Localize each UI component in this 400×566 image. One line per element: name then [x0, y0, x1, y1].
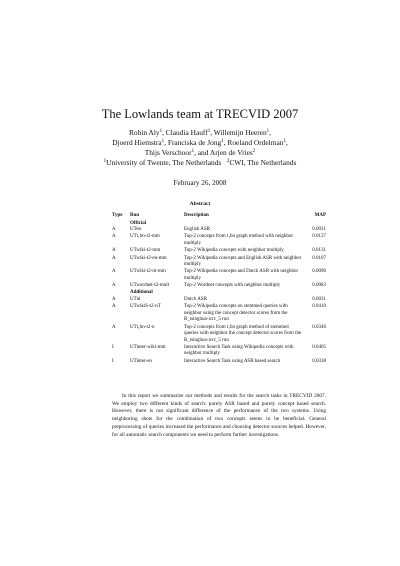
header-run: Run [130, 213, 140, 218]
header-description: Description [184, 213, 209, 218]
table-row: I UTinter-wiki-mm Interactive Search Task using Wikipedia concepts with neighbor multiply 0.0405 [112, 344, 326, 357]
header-map: MAP [314, 213, 326, 218]
paper-date: February 26, 2008 [173, 179, 227, 187]
author-line-1: Robin Aly$^1$, Claudia Hauff$^1$, Willemijn Heeren$^1$, [128, 128, 272, 137]
table-row: A UTt₁bn-t2-n Top-2 concepts from t₁bn graph method of stemmed queries with neighbor the concept detector scores from the B_tsinghua-icrc_5 run 0.0346 [112, 324, 326, 343]
table-row: A UTwiki-t2-en-mm Top-2 Wikipedia concepts and English ASR with neighbor multiply 0.0107 [112, 255, 326, 268]
table-row: A UTen English ASR 0.0031 [112, 227, 326, 233]
table-row: A UTnl Dutch ASR 0.0031 [112, 296, 326, 302]
table-row: I UTinter-en Interactive Search Task using ASR based search 0.0338 [112, 358, 326, 364]
author-line-2: Djoerd Hiemstra$^1$, Franciska de Jong$^1$, Roeland Ordelman$^1$, [112, 137, 288, 147]
abstract-heading: Abstract [189, 201, 211, 207]
table-row: A UTwikiS-t2-nT Top-2 Wikipedia concepts on stemmed queries with neighbor using the concept detector scores from the B_tsinghua-icrc_5 run 0.0410 [112, 304, 326, 323]
author-block [0, 128, 400, 168]
runs-table [112, 213, 326, 366]
author-line-3: Thijs Verschoor$^1$, and Arjen de Vries$^2$ [144, 147, 256, 157]
table-header-row [112, 213, 326, 221]
table-row: A UTt₁bn-t2-mm Top-2 concepts from t₁bn graph method with neighbor multiply 0.0137 [112, 234, 326, 246]
affiliation-line: $^1$University of Twente, The Netherlands $^2$CWI, The Netherlands [103, 157, 297, 167]
section-label: Official [130, 220, 147, 226]
table-row: A UTwordnet-t2-mult Top-2 Wordnet concepts with neighbor multiply 0.0083 [112, 283, 326, 289]
table-row: A UTwiki-t2-mm Top-2 Wikipedia concepts with neighbor multiply 0.0131 [112, 248, 326, 254]
table-row: A UTwiki-t2-nl-mm Top-2 Wikipedia concepts and Dutch ASR with neighbor multiply 0.0096 [112, 269, 326, 281]
section-label: Additional [130, 290, 153, 296]
abstract-body: In this report we summarize our methods and results for the search tasks in TRECVID 2007. We employ two different kinds of search: purely ASR based and purely concept based search. However, there is not significant difference of the performance of the two systems. Using neighboring shots for the combination of two concepts seems to be beneficial. General preprocessing of queries increased the performance and choosing detector sources helped. However, for all automatic search components we need to perform further investigations. [112, 393, 326, 438]
paper-title: The Lowlands team at TRECVID 2007 [101, 107, 299, 121]
header-type: Type [112, 213, 123, 218]
